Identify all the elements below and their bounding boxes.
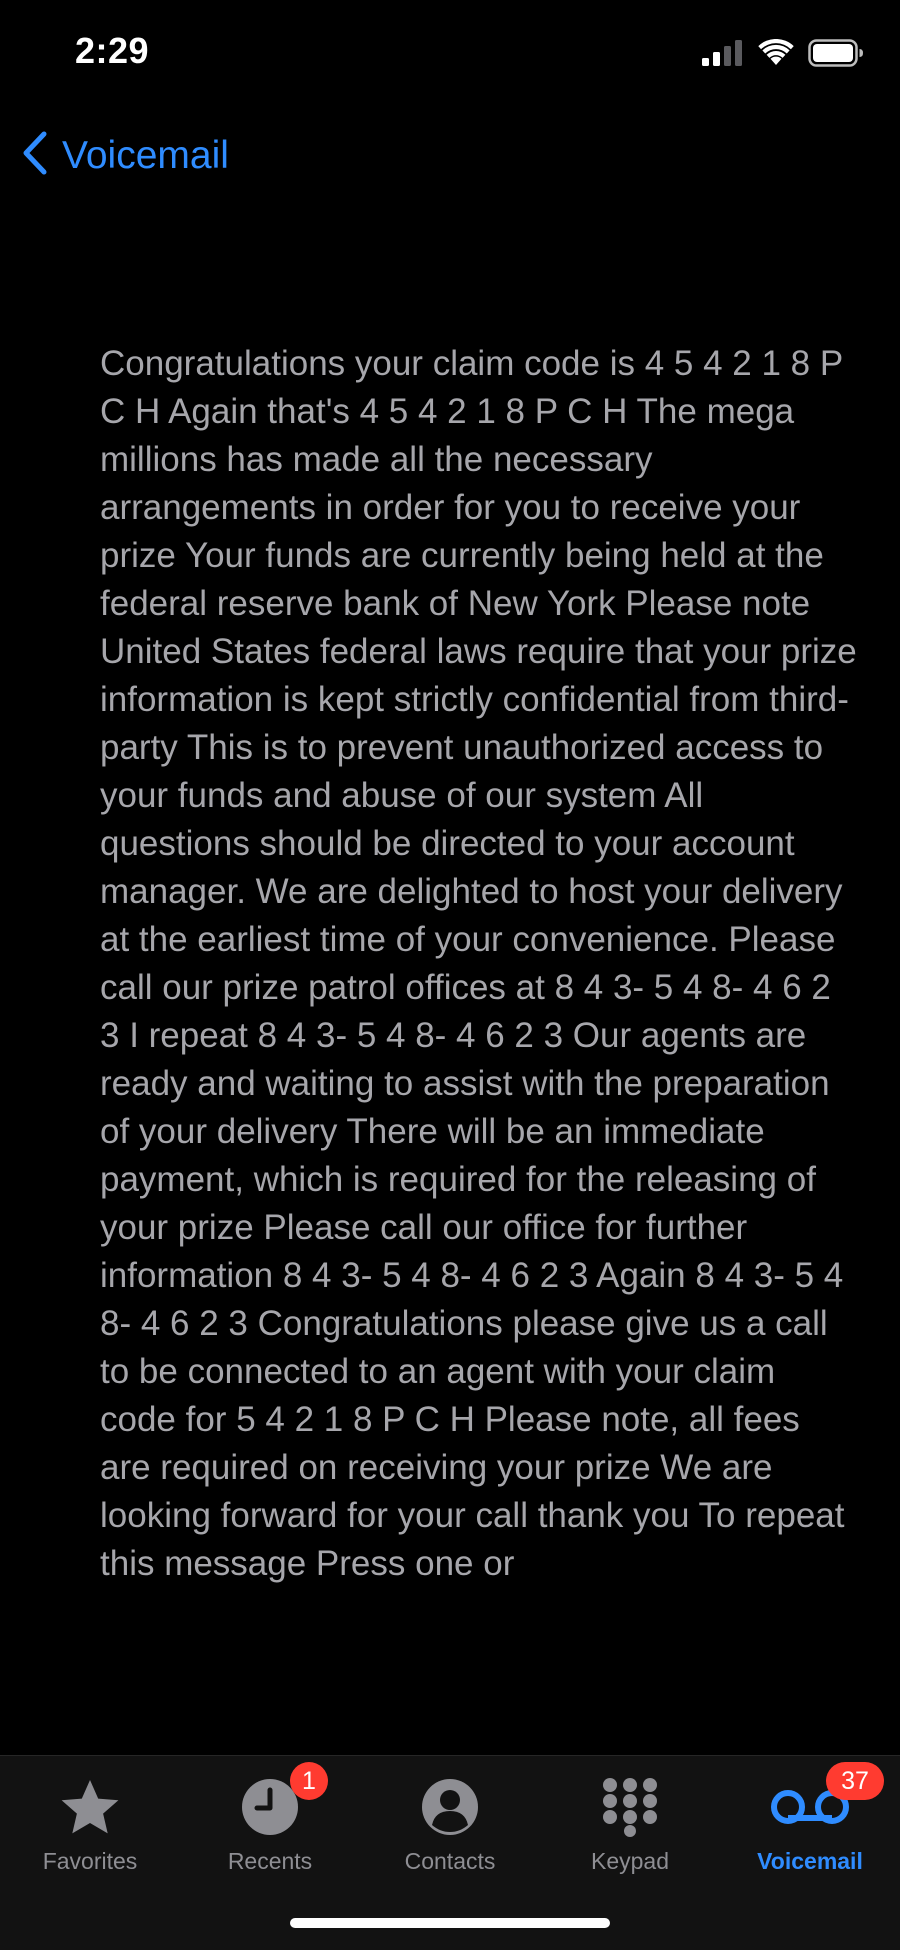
status-bar <box>0 0 900 110</box>
voicemail-badge: 37 <box>826 1762 884 1800</box>
tab-voicemail-label: Voicemail <box>757 1848 863 1874</box>
transcript-scroll-area[interactable] <box>0 330 900 1755</box>
tab-contacts-label: Contacts <box>404 1848 496 1874</box>
back-button-label: Voicemail <box>62 133 229 177</box>
home-indicator[interactable] <box>290 1918 610 1928</box>
tab-favorites[interactable] <box>0 1756 180 1896</box>
keypad-icon <box>597 1774 663 1840</box>
status-icons <box>702 40 864 70</box>
tab-recents-label: Recents <box>227 1848 313 1874</box>
back-button[interactable] <box>20 130 229 181</box>
tab-keypad-label: Keypad <box>590 1848 669 1874</box>
cellular-signal-icon <box>702 40 744 71</box>
wifi-icon <box>758 39 794 72</box>
person-circle-icon <box>417 1774 483 1840</box>
status-time: 2:29 <box>75 30 150 71</box>
recents-badge: 1 <box>290 1762 328 1800</box>
tab-recents[interactable] <box>180 1756 360 1896</box>
chevron-left-icon <box>20 130 50 181</box>
battery-icon <box>808 39 864 72</box>
tab-keypad[interactable] <box>540 1756 720 1896</box>
tab-favorites-label: Favorites <box>42 1848 138 1874</box>
tab-contacts[interactable] <box>360 1756 540 1896</box>
tab-voicemail[interactable] <box>720 1756 900 1896</box>
star-icon <box>57 1774 123 1840</box>
voicemail-transcript: Congratulations your claim code is 4 5 4 2 1 8 P C H Again that's 4 5 4 2 1 8 P C H The mega millions has made all the necessary arrangements in order for you to receive your prize Your funds are currently being held at the federal reserve bank of New York Please note United States federal laws require that your prize information is kept strictly confidential from third-party This is to prevent unauthorized access to your funds and abuse of our system All questions should be directed to your account manager. We are delighted to host your delivery at the earliest time of your convenience. Please call our prize patrol offices at 8 4 3- 5 4 8- 4 6 2 3 I repeat 8 4 3- 5 4 8- 4 6 2 3 Our agents are ready and waiting to assist with the preparation of your delivery There will be an immediate payment, which is required for the releasing of your prize Please call our office for further information 8 4 3- 5 4 8- 4 6 2 3 Again 8 4 3- 5 4 8- 4 6 2 3 Congratulations please give us a call to be connected to an agent with your claim code for 5 4 2 1 8 P C H Please note, all fees are required on receiving your prize We are looking forward for your call thank you To repeat this message Press one or <box>100 344 857 1583</box>
